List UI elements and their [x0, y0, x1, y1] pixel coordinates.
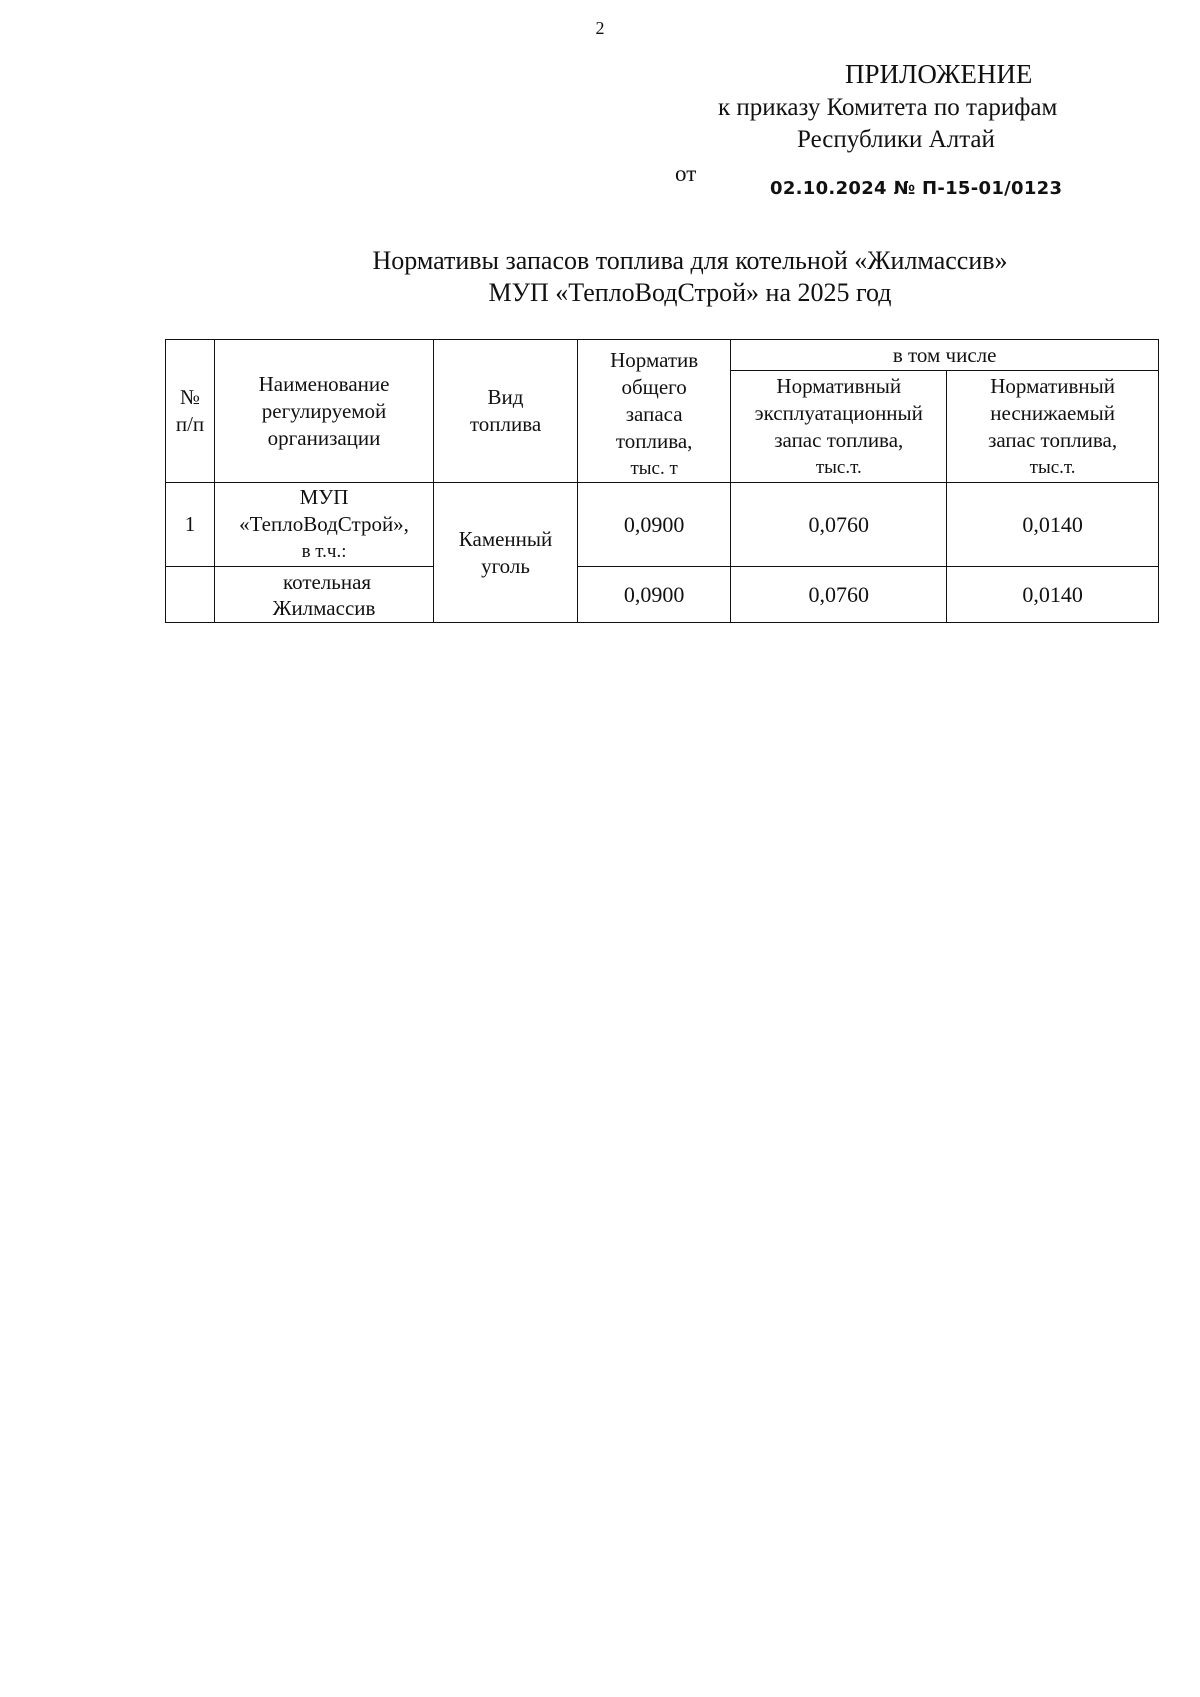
row-organization: МУП «ТеплоВодСтрой», в т.ч.: [215, 483, 434, 567]
page-number: 2 [595, 18, 605, 38]
fuel-type-cell: Каменный уголь [434, 483, 578, 623]
header-including: в том числе [731, 340, 1159, 371]
row-total-stock: 0,0900 [577, 483, 730, 567]
row-num: 1 [166, 483, 215, 567]
header-minimum-stock: Нормативный неснижаемый запас топлива, тыс.т. [947, 371, 1159, 483]
order-date-number-stamp: 02.10.2024 № П-15-01/0123 [770, 178, 1063, 199]
appendix-republic-line: Республики Алтай [797, 126, 995, 153]
header-operational-stock: Нормативный эксплуатационный запас топлива, тыс.т. [731, 371, 947, 483]
document-title-line-2: МУП «ТеплоВодСтрой» на 2025 год [488, 278, 892, 307]
table-row [166, 567, 1159, 623]
row-operational-stock: 0,0760 [731, 567, 947, 623]
header-organization: Наименование регулируемой организации [215, 340, 434, 483]
header-fuel-type: Вид топлива [434, 340, 578, 483]
header-num: № п/п [166, 340, 215, 483]
appendix-from-label: от [675, 161, 697, 186]
table-row [166, 483, 1159, 567]
row-minimum-stock: 0,0140 [947, 567, 1159, 623]
appendix-title: ПРИЛОЖЕНИЕ [845, 59, 1033, 89]
row-operational-stock: 0,0760 [731, 483, 947, 567]
header-total-stock: Норматив общего запаса топлива, тыс. т [577, 340, 730, 483]
row-minimum-stock: 0,0140 [947, 483, 1159, 567]
appendix-order-line: к приказу Комитета по тарифам [718, 94, 1058, 121]
row-num [166, 567, 215, 623]
row-total-stock: 0,0900 [577, 567, 730, 623]
document-title-line-1: Нормативы запасов топлива для котельной «Жилмассив» [372, 246, 1008, 275]
row-organization: котельная Жилмассив [215, 567, 434, 623]
fuel-norms-table [165, 339, 1159, 623]
